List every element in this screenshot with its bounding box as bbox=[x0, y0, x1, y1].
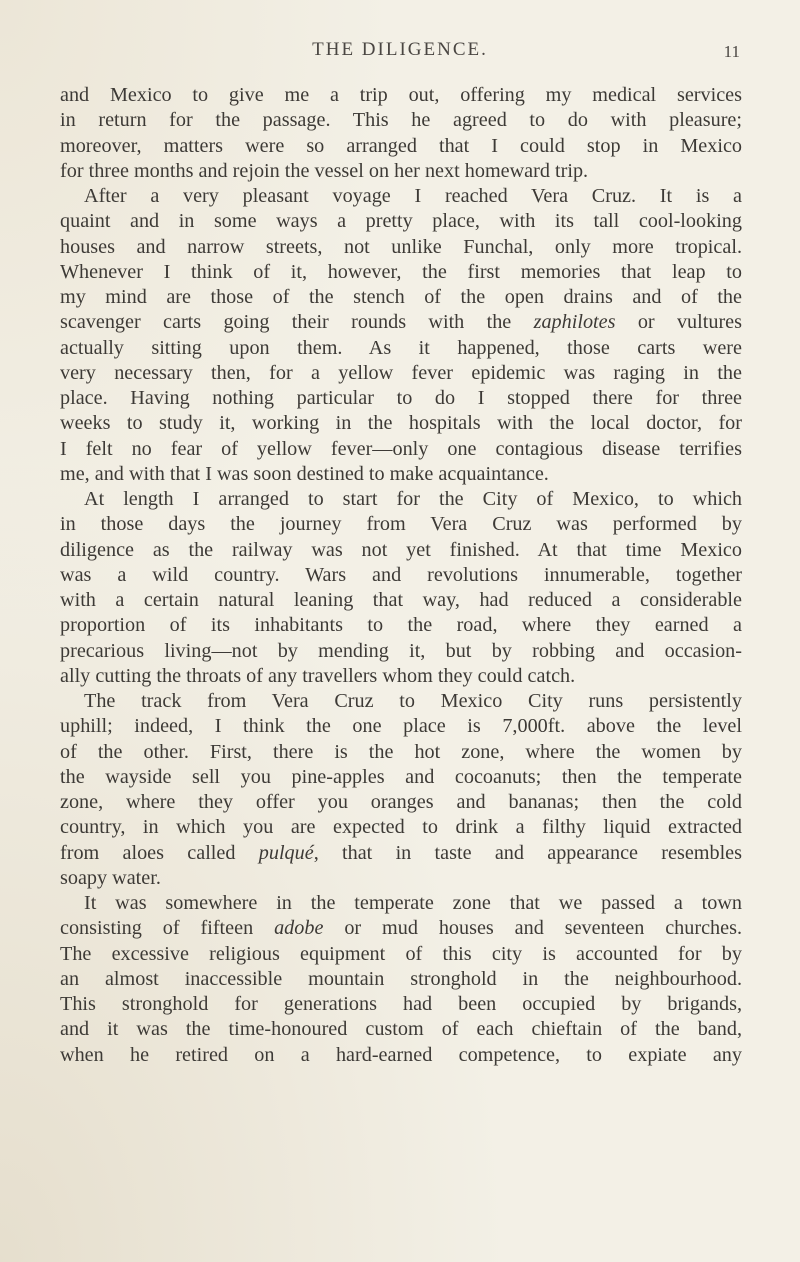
text-line: proportion of its inhabitants to the road, where they earned a bbox=[60, 614, 742, 637]
text-line: zone, where they offer you oranges and bananas; then the cold bbox=[60, 791, 742, 813]
text-line: At length I arranged to start for the City of Mexico, to which bbox=[84, 488, 742, 510]
text-line: uphill; indeed, I think the one place is 7,000ft. above the level bbox=[60, 715, 742, 738]
text-segment: or mud houses and seventeen churches. bbox=[323, 917, 742, 940]
text-segment: scavenger carts going their rounds with the bbox=[60, 311, 534, 334]
text-line: country, in which you are expected to drink a filthy liquid extracted bbox=[60, 816, 742, 839]
text-line: This stronghold for generations had been occupied by brigands, bbox=[60, 993, 742, 1015]
text-line: The excessive religious equipment of this city is accounted for by bbox=[60, 942, 742, 965]
text-line: very necessary then, for a yellow fever epidemic was raging in the bbox=[60, 361, 742, 384]
text-segment: consisting of fifteen bbox=[60, 917, 275, 940]
text-line: It was somewhere in the temperate zone that we passed a town bbox=[84, 892, 742, 914]
text-line: and Mexico to give me a trip out, offering my medical services bbox=[60, 84, 742, 106]
text-line: quaint and in some ways a pretty place, with its tall cool-looking bbox=[60, 210, 742, 233]
text-line bbox=[60, 310, 742, 335]
text-line: me, and with that I was soon destined to make acquaintance. bbox=[60, 462, 549, 485]
text-line: in those days the journey from Vera Cruz was performed by bbox=[60, 513, 742, 536]
text-line: for three months and rejoin the vessel on her next homeward trip. bbox=[60, 159, 589, 182]
italic-term: adobe bbox=[274, 917, 324, 940]
running-head bbox=[0, 36, 800, 64]
text-line: I felt no fear of yellow fever—only one contagious disease terrifies bbox=[60, 437, 742, 460]
text-segment: from aloes called bbox=[60, 841, 259, 864]
text-line: houses and narrow streets, not unlike Funchal, only more tropical. bbox=[60, 235, 742, 258]
text-line: an almost inaccessible mountain stronghold in the neighbourhood. bbox=[60, 967, 742, 990]
text-line: with a certain natural leaning that way, had reduced a considerable bbox=[60, 589, 742, 611]
text-line: actually sitting upon them. As it happened, those carts were bbox=[60, 336, 742, 359]
italic-term: pulqué bbox=[258, 841, 314, 864]
text-line: diligence as the railway was not yet finished. At that time Mexico bbox=[60, 538, 742, 561]
text-line: and it was the time-honoured custom of each chieftain of the band, bbox=[60, 1018, 742, 1041]
text-line: soapy water. bbox=[60, 866, 161, 889]
italic-term: zaphilotes bbox=[533, 311, 616, 334]
text-line: was a wild country. Wars and revolutions innumerable, together bbox=[60, 563, 742, 586]
text-line: precarious living—not by mending it, but by robbing and occasion- bbox=[60, 639, 742, 662]
text-line: my mind are those of the stench of the open drains and of the bbox=[60, 286, 742, 308]
text-line: the wayside sell you pine-apples and cocoanuts; then the temperate bbox=[60, 765, 742, 788]
text-line: place. Having nothing particular to do I stopped there for three bbox=[60, 387, 742, 409]
text-segment: or vultures bbox=[615, 311, 742, 334]
text-line: weeks to study it, working in the hospitals with the local doctor, for bbox=[60, 412, 742, 435]
text-segment: , that in taste and appearance resembles bbox=[313, 841, 742, 864]
text-line: After a very pleasant voyage I reached Vera Cruz. It is a bbox=[84, 185, 742, 207]
page-number: 11 bbox=[723, 42, 740, 61]
text-line: moreover, matters were so arranged that I could stop in Mexico bbox=[60, 134, 742, 157]
text-line: when he retired on a hard-earned competence, to expiate any bbox=[60, 1043, 742, 1066]
text-line: ally cutting the throats of any travellers whom they could catch. bbox=[60, 664, 576, 687]
text-line bbox=[60, 916, 742, 941]
text-line bbox=[60, 841, 742, 866]
text-line: in return for the passage. This he agreed to do with pleasure; bbox=[60, 109, 742, 132]
body-text bbox=[60, 83, 742, 1068]
text-line: Whenever I think of it, however, the first memories that leap to bbox=[60, 260, 742, 283]
text-line: The track from Vera Cruz to Mexico City runs persistently bbox=[84, 690, 742, 712]
text-line: of the other. First, there is the hot zone, where the women by bbox=[60, 740, 742, 763]
running-title: THE DILIGENCE. bbox=[312, 39, 488, 60]
